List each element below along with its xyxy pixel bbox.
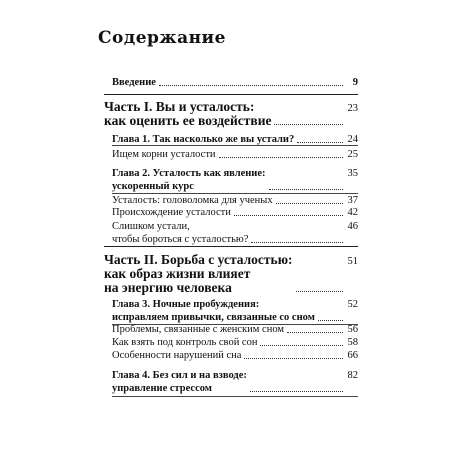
toc-label-line-1: Глава 2. Усталость как явление:: [112, 168, 266, 179]
toc-page-number: 82: [347, 370, 358, 381]
chapter-divider: [112, 396, 358, 397]
leader-dots: [219, 157, 343, 158]
toc-page-number: 37: [347, 195, 358, 206]
toc-page-number: 52: [347, 299, 358, 310]
toc-entry-ch3-section-3[interactable]: [112, 349, 358, 362]
toc-entry-ch3-section-1[interactable]: [112, 323, 358, 336]
toc-label-line-1: Часть II. Борьба с усталостью:: [104, 252, 293, 267]
leader-dots: [260, 345, 343, 346]
toc-label: Глава 1. Так насколько же вы устали?: [112, 134, 295, 145]
toc-label: Ищем корни усталости: [112, 149, 216, 160]
section-divider: [104, 246, 358, 247]
toc-label-line-2: управление стрессом: [112, 383, 212, 394]
toc-entry-part-2[interactable]: [104, 253, 358, 295]
toc-label-line-2: как оценить ее воздействие: [104, 113, 272, 128]
leader-dots: [234, 215, 343, 216]
toc-entry-ch2-section-2[interactable]: [112, 206, 358, 219]
leader-dots: [250, 391, 343, 392]
toc-entry-ch3-section-2[interactable]: [112, 336, 358, 349]
toc-label: Введение: [112, 77, 156, 88]
toc-entry-part-1[interactable]: [104, 100, 358, 128]
leader-dots: [251, 242, 343, 243]
toc-label-line-3: на энергию человека: [104, 280, 232, 295]
toc-page-number: 42: [347, 207, 358, 218]
leader-dots: [276, 203, 343, 204]
toc-entry-ch2-section-3[interactable]: [112, 220, 358, 246]
leader-dots: [274, 124, 343, 125]
toc-label-line-1: Часть I. Вы и усталость:: [104, 99, 255, 114]
toc-label: Усталость: головоломка для ученых: [112, 195, 273, 206]
toc-label-line-2: ускоренный курс: [112, 181, 194, 192]
toc-page-number: 9: [352, 77, 358, 88]
leader-dots: [159, 85, 343, 86]
toc-page-number: 56: [347, 324, 358, 335]
toc-page-number: 24: [347, 134, 358, 145]
toc-label-line-2: исправляем привычки, связанные со сном: [112, 312, 315, 323]
toc-entry-chapter-4[interactable]: [112, 369, 358, 395]
leader-dots: [269, 189, 343, 190]
toc-entry-ch1-section-1[interactable]: [112, 148, 358, 161]
leader-dots: [287, 332, 343, 333]
toc-page-number: 35: [347, 168, 358, 179]
toc-label: Происхождение усталости: [112, 207, 231, 218]
toc-page-number: 25: [347, 149, 358, 160]
section-divider: [104, 94, 358, 95]
toc-label-line-1: Слишком устали,: [112, 221, 190, 232]
toc-page-number: 66: [347, 350, 358, 361]
toc-label: Как взять под контроль свой сон: [112, 337, 258, 348]
page-title: Содержание: [98, 28, 226, 48]
toc-page-number: 51: [347, 256, 358, 267]
leader-dots: [318, 320, 343, 321]
toc-entry-intro[interactable]: [112, 76, 358, 89]
toc-page-number: 58: [347, 337, 358, 348]
leader-dots: [244, 358, 343, 359]
toc-label: Особенности нарушений сна: [112, 350, 242, 361]
leader-dots: [296, 291, 343, 292]
toc-label-line-1: Глава 4. Без сил и на взводе:: [112, 370, 247, 381]
toc-label: Проблемы, связанные с женским сном: [112, 324, 285, 335]
toc-label-line-1: Глава 3. Ночные пробуждения:: [112, 299, 260, 310]
toc-entry-chapter-3[interactable]: [112, 298, 358, 324]
leader-dots: [297, 142, 343, 143]
toc-entry-chapter-2[interactable]: [112, 167, 358, 193]
toc-label-line-2: как образ жизни влияет: [104, 266, 251, 281]
toc-page-number: 23: [347, 103, 358, 114]
toc-page-number: 46: [347, 221, 358, 232]
chapter-divider: [112, 145, 358, 146]
toc-label-line-2: чтобы бороться с усталостью?: [112, 234, 249, 245]
